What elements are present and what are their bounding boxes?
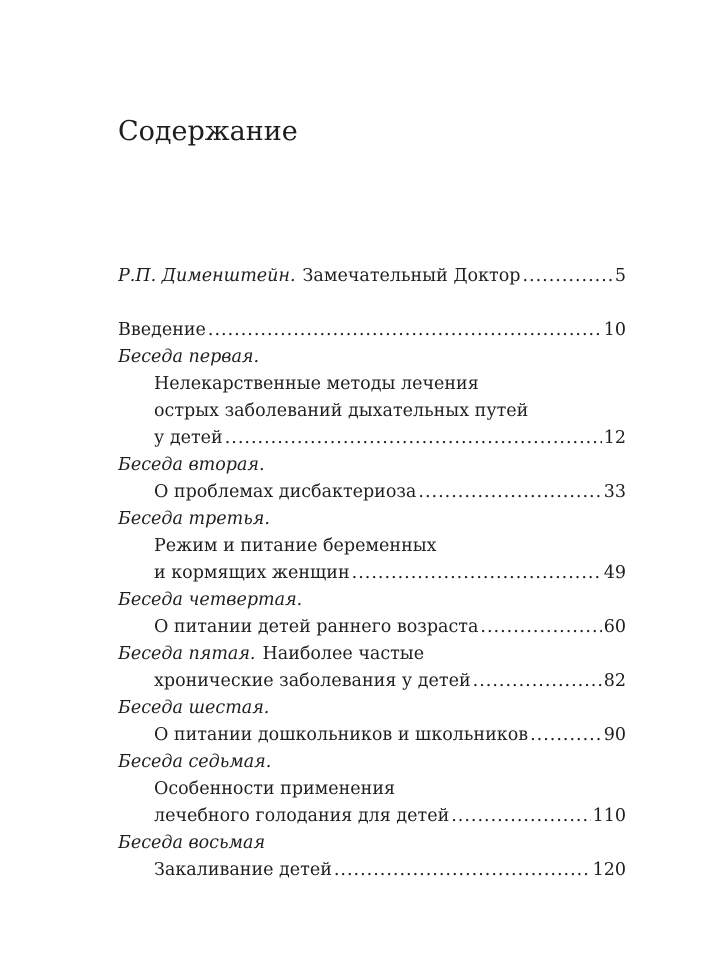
toc-entry-intro[interactable] bbox=[118, 317, 626, 344]
talk1-title-line2 bbox=[154, 398, 626, 425]
toc-entry-talk1[interactable] bbox=[154, 425, 626, 452]
dot-leader bbox=[225, 425, 602, 452]
dot-leader bbox=[352, 560, 602, 587]
talk-title-text: Нелекарственные методы лечения bbox=[154, 374, 479, 394]
page-number: 5 bbox=[614, 266, 626, 286]
talk-title-text: острых заболеваний дыхательных путей bbox=[154, 401, 529, 421]
dot-leader bbox=[418, 479, 601, 506]
talk-title-text: Особенности применения bbox=[154, 779, 396, 799]
talk7-title-line1 bbox=[154, 776, 626, 803]
talk5-label bbox=[118, 641, 626, 668]
page-number: 12 bbox=[603, 428, 626, 448]
toc-entry-talk6[interactable] bbox=[154, 722, 626, 749]
page-number: 49 bbox=[603, 563, 626, 583]
toc-entry-talk8[interactable] bbox=[154, 857, 626, 884]
dot-leader bbox=[530, 722, 602, 749]
page-number: 120 bbox=[592, 860, 626, 880]
talk-label: Беседа четвертая. bbox=[118, 590, 303, 610]
talk-label: Беседа шестая. bbox=[118, 698, 270, 718]
dot-leader bbox=[473, 668, 602, 695]
talk2-label bbox=[118, 452, 626, 479]
page-number: 90 bbox=[603, 725, 626, 745]
toc-entry-talk2[interactable] bbox=[154, 479, 626, 506]
toc-entry-talk3[interactable] bbox=[154, 560, 626, 587]
talk8-label bbox=[118, 830, 626, 857]
talk-title-text: Наиболее частые bbox=[262, 644, 425, 664]
talk-label: Беседа первая. bbox=[118, 347, 260, 367]
talk-label: Беседа пятая. bbox=[118, 644, 256, 664]
toc-entry-foreword[interactable] bbox=[118, 263, 626, 290]
talk3-label bbox=[118, 506, 626, 533]
talk-title-text: Закаливание детей bbox=[154, 860, 332, 880]
talk-label: Беседа третья. bbox=[118, 509, 270, 529]
talk-title-text: и кормящих женщин bbox=[154, 563, 350, 583]
dot-leader bbox=[480, 614, 601, 641]
talk-label: Беседа седьмая. bbox=[118, 752, 272, 772]
dot-leader bbox=[451, 803, 590, 830]
talk1-label bbox=[118, 344, 626, 371]
dot-leader bbox=[334, 857, 591, 884]
talk-title-text: лечебного голодания для детей bbox=[154, 806, 450, 826]
page-number: 33 bbox=[603, 482, 626, 502]
toc-entry-talk4[interactable] bbox=[154, 614, 626, 641]
toc-entry-talk5[interactable] bbox=[154, 668, 626, 695]
page-number: 110 bbox=[592, 806, 626, 826]
talk-title-text: О питании дошкольников и школьников bbox=[154, 725, 529, 745]
talk-title-text: Режим и питание беременных bbox=[154, 536, 437, 556]
dot-leader bbox=[522, 263, 612, 290]
talk-label: Беседа восьмая bbox=[118, 833, 266, 853]
foreword-author: Р.П. Дименштейн. bbox=[118, 266, 296, 286]
talk3-title-line1 bbox=[154, 533, 626, 560]
page-number: 10 bbox=[603, 320, 626, 340]
talk-title-text: О проблемах дисбактериоза bbox=[154, 482, 417, 502]
intro-title: Введение bbox=[118, 320, 206, 340]
talk-label: Беседа вторая. bbox=[118, 455, 265, 475]
talk-title-text: хронические заболевания у детей bbox=[154, 671, 471, 691]
page-number: 82 bbox=[603, 671, 626, 691]
page-title: Содержание bbox=[118, 116, 298, 147]
talk7-label bbox=[118, 749, 626, 776]
page-number: 60 bbox=[603, 617, 626, 637]
talk6-label bbox=[118, 695, 626, 722]
talk1-title-line1 bbox=[154, 371, 626, 398]
talk-title-text: О питании детей раннего возраста bbox=[154, 617, 479, 637]
dot-leader bbox=[208, 317, 602, 344]
talk-title-text: у детей bbox=[154, 428, 223, 448]
toc-entry-talk7[interactable] bbox=[154, 803, 626, 830]
talk4-label bbox=[118, 587, 626, 614]
foreword-title: Замечательный Доктор bbox=[302, 266, 521, 286]
